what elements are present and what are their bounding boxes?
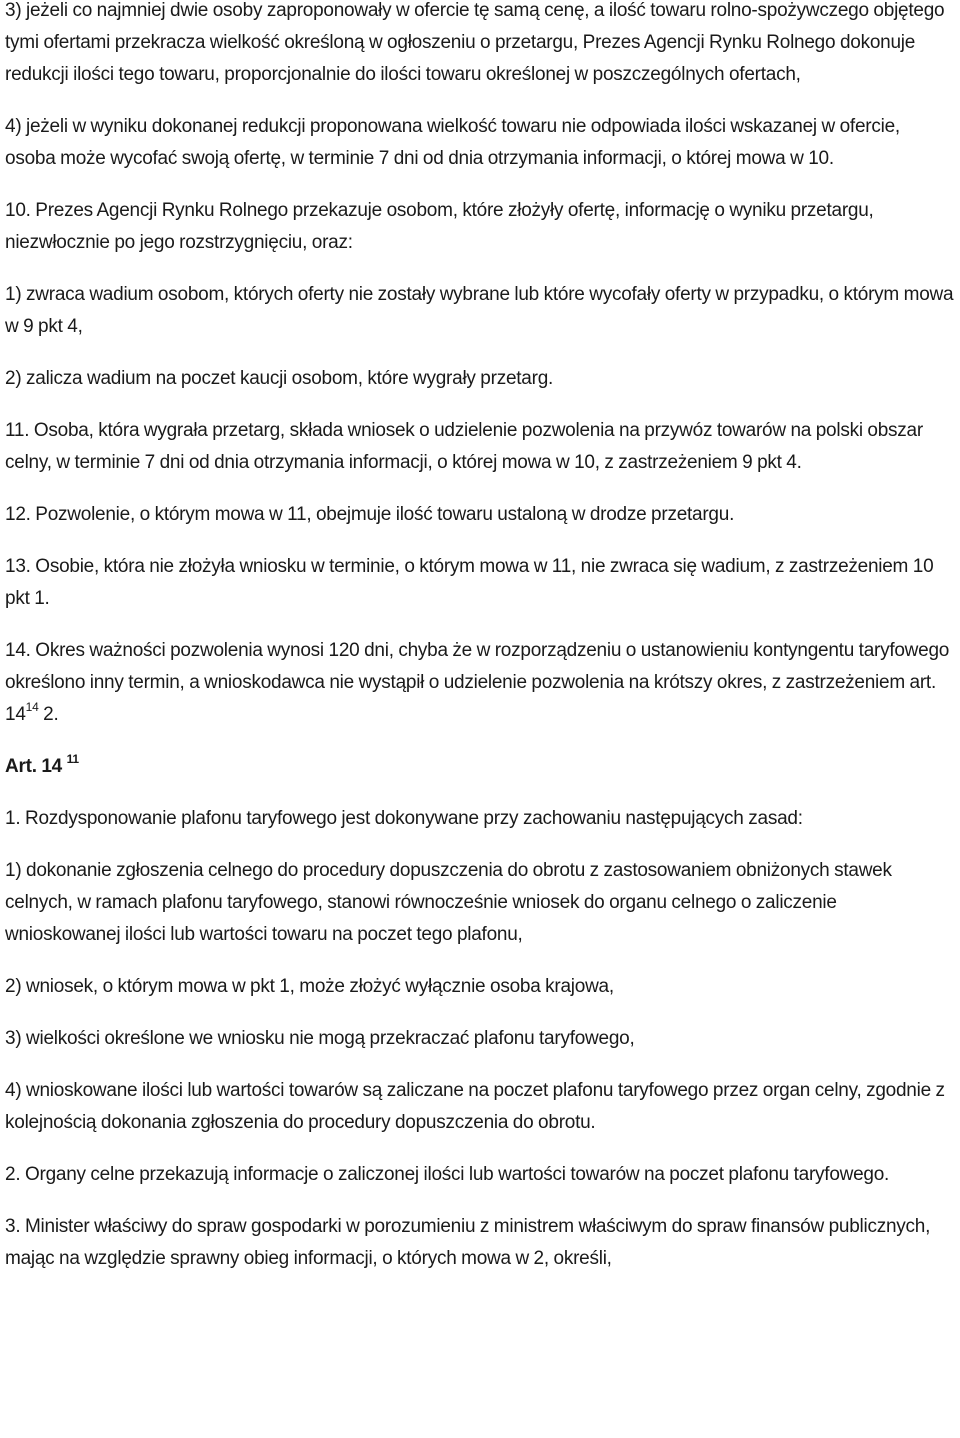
article-superscript: 11 xyxy=(66,751,79,766)
article-section-2: 2. Organy celne przekazują informacje o zaliczonej ilości lub wartości towarów na poczet plafonu taryfowego. xyxy=(5,1164,890,1185)
paragraph-item-4: 4) jeżeli w wyniku dokonanej redukcji proponowana wielkość towaru nie odpowiada ilości wskazanej w ofercie, osoba może wycofać swoją ofertę, w terminie 7 dni od dnia otrzymania informacji, o której mowa w 10. xyxy=(5,116,900,169)
section-14-superscript: 14 xyxy=(25,699,39,714)
article-heading xyxy=(5,751,955,783)
article-section-1-item-2: 2) wniosek, o którym mowa w pkt 1, może złożyć wyłącznie osoba krajowa, xyxy=(5,976,614,997)
section-10-item-1: 1) zwraca wadium osobom, których oferty nie zostały wybrane lub które wycofały oferty w przypadku, o którym mowa w 9 pkt 4, xyxy=(5,284,954,337)
section-11: 11. Osoba, która wygrała przetarg, składa wniosek o udzielenie pozwolenia na przywóz towarów na polski obszar celny, w terminie 7 dni od dnia otrzymania informacji, o której mowa w 10, z zastrzeżeniem 9 pkt 4. xyxy=(5,420,923,473)
section-10: 10. Prezes Agencji Rynku Rolnego przekazuje osobom, które złożyły ofertę, informację o wyniku przetargu, niezwłocznie po jego rozstrzygnięciu, oraz: xyxy=(5,200,874,253)
article-section-1-item-1: 1) dokonanie zgłoszenia celnego do procedury dopuszczenia do obrotu z zastosowaniem obniżonych stawek celnych, w ramach plafonu taryfowego, stanowi równocześnie wniosek do organu celnego o zaliczenie wnioskowanej ilości lub wartości towaru na poczet tego plafonu, xyxy=(5,860,892,945)
section-13: 13. Osobie, która nie złożyła wniosku w terminie, o którym mowa w 11, nie zwraca się wadium, z zastrzeżeniem 10 pkt 1. xyxy=(5,556,934,609)
section-14-text: 14. Okres ważności pozwolenia wynosi 120 dni, chyba że w rozporządzeniu o ustanowieniu kontyngentu taryfowego określono inny termin, a wnioskodawca nie wystąpił o udzielenie pozwolenia na krótszy okres, z zastrzeżeniem art. 14 xyxy=(5,640,950,725)
article-section-3: 3. Minister właściwy do spraw gospodarki w porozumieniu z ministrem właściwym do spraw finansów publicznych, mając na względzie sprawny obieg informacji, o których mowa w 2, określi, xyxy=(5,1216,931,1269)
section-14 xyxy=(5,635,955,731)
document-page xyxy=(5,0,955,1295)
article-section-1-item-3: 3) wielkości określone we wniosku nie mogą przekraczać plafonu taryfowego, xyxy=(5,1028,635,1049)
section-12: 12. Pozwolenie, o którym mowa w 11, obejmuje ilość towaru ustaloną w drodze przetargu. xyxy=(5,504,735,525)
article-label: Art. 14 xyxy=(5,756,62,777)
article-section-1-item-4: 4) wnioskowane ilości lub wartości towarów są zaliczane na poczet plafonu taryfowego przez organ celny, zgodnie z kolejnością dokonania zgłoszenia do procedury dopuszczenia do obrotu. xyxy=(5,1080,945,1133)
section-10-item-2: 2) zalicza wadium na poczet kaucji osobom, które wygrały przetarg. xyxy=(5,368,554,389)
section-14-tail: 2. xyxy=(38,704,59,725)
paragraph-item-3: 3) jeżeli co najmniej dwie osoby zaproponowały w ofercie tę samą cenę, a ilość towaru rolno-spożywczego objętego tymi ofertami przekracza wielkość określoną w ogłoszeniu o przetargu, Prezes Agencji Rynku Rolnego dokonuje redukcji ilości tego towaru, proporcjonalnie do ilości towaru określonej w poszczególnych ofertach, xyxy=(5,0,945,85)
article-section-1: 1. Rozdysponowanie plafonu taryfowego jest dokonywane przy zachowaniu następujących zasad: xyxy=(5,808,803,829)
